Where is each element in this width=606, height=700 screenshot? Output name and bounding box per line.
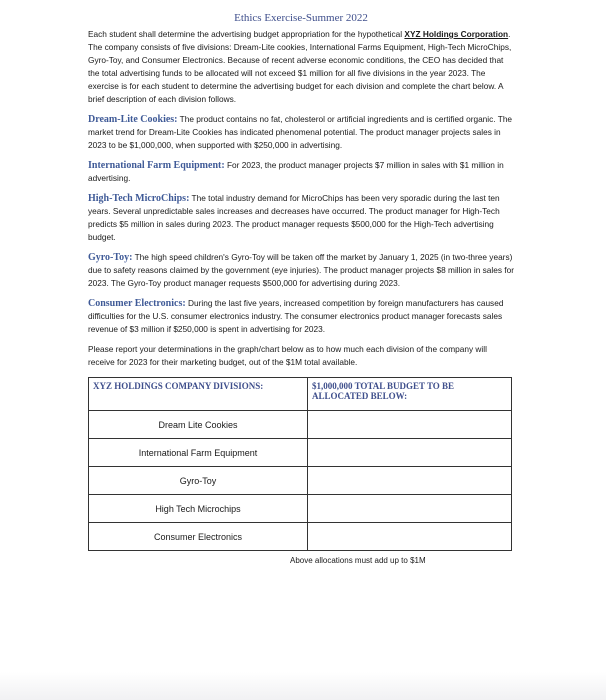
division-description: The total industry demand for MicroChips has been very sporadic during the last ten years. Several unpredictable sales increases and decreases have occurred. The product manager for High-Tech predicts $5 million in sales during 2023. The product manager requests $500,000 for the High-Tech advertising budget. — [88, 193, 500, 242]
allocation-cell[interactable] — [308, 523, 512, 551]
division-paragraph-consumer-electronics — [88, 297, 514, 336]
division-cell: Dream Lite Cookies — [89, 411, 308, 439]
table-row — [89, 495, 512, 523]
division-paragraph-dream-lite — [88, 113, 514, 152]
allocation-cell[interactable] — [308, 439, 512, 467]
table-row — [89, 467, 512, 495]
division-cell: Gyro-Toy — [89, 467, 308, 495]
division-cell: High Tech Microchips — [89, 495, 308, 523]
division-paragraph-gyro-toy — [88, 251, 514, 290]
table-header-row — [89, 378, 512, 411]
table-row — [89, 411, 512, 439]
division-heading: International Farm Equipment: — [88, 160, 225, 171]
company-name: XYZ Holdings Corporation — [404, 29, 509, 39]
division-heading: Gyro-Toy: — [88, 252, 133, 263]
division-cell: Consumer Electronics — [89, 523, 308, 551]
division-description: During the last five years, increased competition by foreign manufacturers has caused difficulties for the U.S. consumer electronics industry. The consumer electronics product manager forecasts sales revenue of $3 million if $250,000 is spent in advertising for 2023. — [88, 298, 504, 334]
division-description: The product contains no fat, cholesterol or artificial ingredients and is certified organic. The market trend for Dream-Lite Cookies has indicated phenomenal potential. The product manager projects sales in 2023 to be $1,000,000, when supported with $250,000 in advertising. — [88, 114, 513, 150]
division-description: The high speed children's Gyro-Toy will be taken off the market by January 1, 2025 (in two-three years) due to safety reasons claimed by the government (eye injuries). The product manager projects $8 million in sales for 2023. The Gyro-Toy product manager requests $500,000 for advertising during 2023. — [88, 252, 514, 288]
division-description: For 2023, the product manager projects $7 million in sales with $1 million in advertising. — [88, 160, 504, 183]
budget-column-header: $1,000,000 TOTAL BUDGET TO BE ALLOCATED BELOW: — [308, 378, 512, 411]
intro-text-after: . The company consists of five divisions: Dream-Lite cookies, International Farms Equipment, High-Tech MicroChips, Gyro-Toy, and Consumer Electronics. Because of recent adverse economic conditions, the CEO has decided that the total advertising funds to be allocated will not exceed $1 million for all five divisions in the year 2023. The exercise is for each student to determine the advertising budget for each division and complete the chart below. A brief description of each division follows. — [88, 29, 512, 104]
table-row — [89, 439, 512, 467]
intro-text-before: Each student shall determine the advertising budget appropriation for the hypothetical — [88, 29, 405, 39]
allocation-cell[interactable] — [308, 495, 512, 523]
divisions-column-header: XYZ HOLDINGS COMPANY DIVISIONS: — [89, 378, 308, 411]
division-heading: Dream-Lite Cookies: — [88, 114, 178, 125]
division-paragraph-farm-equipment — [88, 159, 514, 185]
page-title: Ethics Exercise-Summer 2022 — [234, 12, 368, 24]
table-row — [89, 523, 512, 551]
division-cell: International Farm Equipment — [89, 439, 308, 467]
division-heading: Consumer Electronics: — [88, 298, 186, 309]
budget-allocation-table — [88, 377, 512, 551]
instruction-paragraph: Please report your determinations in the graph/chart below as to how much each division of the company will receive for 2023 for their marketing budget, out of the $1M total available. — [88, 344, 487, 367]
footer-note: Above allocations must add up to $1M — [290, 556, 426, 565]
allocation-cell[interactable] — [308, 467, 512, 495]
allocation-cell[interactable] — [308, 411, 512, 439]
page-bottom-shade — [0, 672, 606, 700]
division-heading: High-Tech MicroChips: — [88, 193, 190, 204]
intro-paragraph — [88, 28, 514, 106]
division-paragraph-microchips — [88, 192, 514, 244]
